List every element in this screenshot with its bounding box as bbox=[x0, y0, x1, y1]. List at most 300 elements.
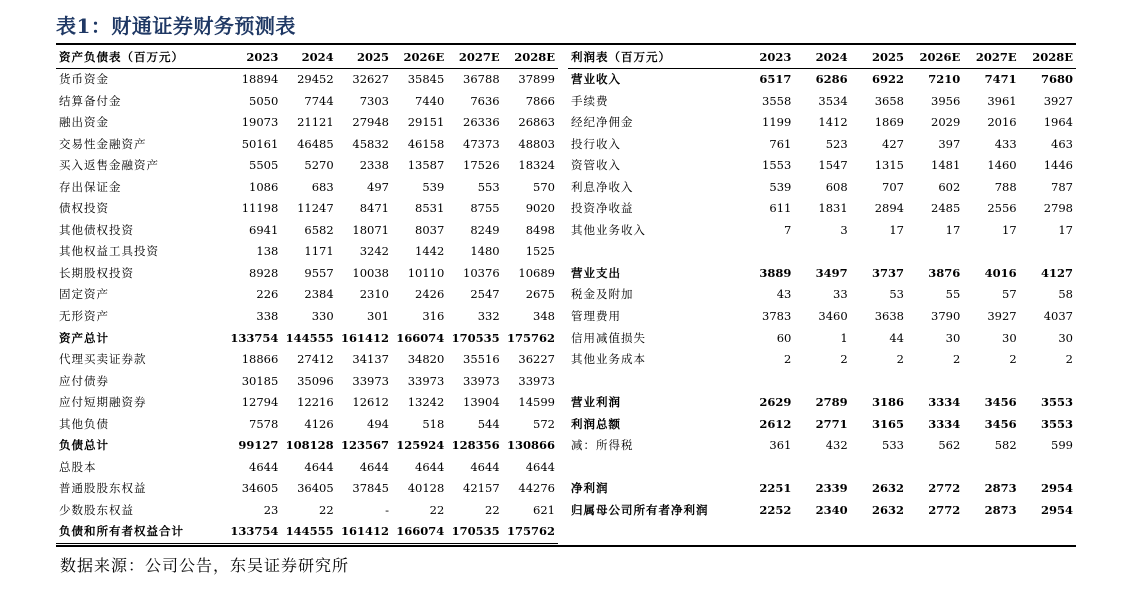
balance-sheet-row-value: 10110 bbox=[407, 265, 445, 280]
income-statement-row-value: 3927 bbox=[987, 309, 1017, 324]
income-statement-row-value bbox=[851, 521, 907, 543]
balance-sheet-row-value: 348 bbox=[533, 309, 555, 324]
balance-sheet-row-value: 123567 bbox=[340, 438, 389, 453]
balance-sheet-row bbox=[56, 414, 558, 436]
income-statement-row-value bbox=[1020, 457, 1076, 479]
income-statement-row-value: 6517 bbox=[759, 72, 792, 86]
income-statement-row-value: 2 bbox=[952, 352, 961, 367]
income-statement-row-value bbox=[851, 241, 907, 263]
income-statement-row-value: 3658 bbox=[874, 93, 904, 108]
income-statement-row-value bbox=[738, 371, 794, 393]
income-statement-row-value bbox=[794, 371, 850, 393]
balance-sheet-row-value: 5270 bbox=[304, 158, 334, 173]
income-statement-row-value: 1412 bbox=[818, 115, 848, 130]
income-statement-row-value: 788 bbox=[994, 179, 1017, 194]
balance-sheet-row-value: 332 bbox=[477, 309, 500, 324]
balance-sheet-row-value: 7866 bbox=[525, 93, 555, 108]
income-statement-row-value: 432 bbox=[825, 438, 848, 453]
balance-sheet-row-value: 301 bbox=[367, 309, 389, 324]
balance-sheet-row bbox=[56, 220, 558, 242]
income-statement-row-label: 归属母公司所有者净利润 bbox=[571, 502, 709, 517]
income-statement-row-value: 2632 bbox=[871, 502, 904, 517]
income-statement-row-value: 6922 bbox=[871, 72, 904, 86]
income-statement-row-value: 3186 bbox=[871, 395, 904, 410]
balance-sheet-row-value: 7440 bbox=[415, 93, 445, 108]
income-statement-row-value bbox=[794, 241, 850, 263]
balance-sheet-row-value: 9020 bbox=[525, 201, 555, 216]
balance-sheet-row-value: 36788 bbox=[463, 72, 500, 86]
income-statement-row-label: 净利润 bbox=[571, 481, 609, 496]
balance-sheet-row-value: 30185 bbox=[241, 373, 279, 388]
income-statement-row-value: 1460 bbox=[987, 158, 1017, 173]
balance-sheet-row-value: 33973 bbox=[352, 373, 389, 388]
income-statement-row-value: 3783 bbox=[762, 309, 792, 324]
income-statement-row-value: 397 bbox=[938, 136, 961, 151]
income-statement-row-value: 2798 bbox=[1043, 201, 1073, 216]
income-statement-row-value: 3737 bbox=[871, 265, 904, 280]
income-statement-header-year: 2025 bbox=[851, 46, 907, 69]
balance-sheet-row-value: 9557 bbox=[304, 265, 334, 280]
income-statement-row-value: 3638 bbox=[874, 309, 904, 324]
income-statement-row-value: 3 bbox=[840, 222, 848, 237]
income-statement-row bbox=[568, 349, 1076, 371]
balance-sheet-header-year: 2023 bbox=[226, 46, 281, 69]
income-statement-row-value bbox=[963, 241, 1019, 263]
balance-sheet-row-value: 18324 bbox=[518, 158, 555, 173]
balance-sheet-row-value: 338 bbox=[256, 309, 279, 324]
income-statement-header-title: 利润表（百万元） bbox=[568, 46, 738, 69]
income-statement-row-label: 其他业务成本 bbox=[571, 352, 646, 367]
balance-sheet-row-value: 544 bbox=[477, 416, 500, 431]
balance-sheet-row-value: 12612 bbox=[352, 395, 389, 410]
balance-sheet-row-value: 17526 bbox=[463, 158, 500, 173]
income-statement-row-label: 营业利润 bbox=[571, 395, 621, 410]
income-statement-row-value: 2251 bbox=[759, 481, 792, 496]
income-statement-row-value: 2873 bbox=[984, 502, 1017, 517]
balance-sheet-row-value: 494 bbox=[367, 416, 389, 431]
income-statement-row bbox=[568, 177, 1076, 199]
balance-sheet-row bbox=[56, 500, 558, 522]
balance-sheet-row-value: 161412 bbox=[340, 330, 389, 345]
income-statement-row bbox=[568, 306, 1076, 328]
balance-sheet-row-value: 4126 bbox=[304, 416, 334, 431]
balance-sheet-row-value: 50161 bbox=[241, 136, 279, 151]
balance-sheet-row-label: 货币资金 bbox=[59, 72, 109, 86]
income-statement-row-value bbox=[963, 457, 1019, 479]
balance-sheet-header-title: 资产负债表（百万元） bbox=[56, 46, 226, 69]
income-statement-row bbox=[568, 112, 1076, 134]
income-statement-row-value: 1 bbox=[840, 330, 848, 345]
balance-sheet-row bbox=[56, 69, 558, 91]
balance-sheet-row-value: 99127 bbox=[238, 438, 279, 453]
income-statement-row-value: 3334 bbox=[928, 395, 961, 410]
income-statement-row-value: 787 bbox=[1051, 179, 1073, 194]
balance-sheet-row-value: 4644 bbox=[359, 459, 389, 474]
balance-sheet-row-value: 33973 bbox=[407, 373, 445, 388]
balance-sheet-row bbox=[56, 392, 558, 414]
balance-sheet-row bbox=[56, 241, 558, 263]
balance-sheet-row-value: 19073 bbox=[241, 115, 279, 130]
income-statement-row bbox=[568, 328, 1076, 350]
income-statement-row-label: 手续费 bbox=[571, 93, 609, 108]
balance-sheet-row bbox=[56, 263, 558, 285]
balance-sheet-row-value: 2426 bbox=[415, 287, 445, 302]
balance-sheet-row-value: 44276 bbox=[518, 481, 555, 496]
income-statement-row-value: 427 bbox=[882, 136, 904, 151]
income-statement-row-value: 55 bbox=[945, 287, 961, 302]
income-statement-row-label: 投资净收益 bbox=[571, 201, 634, 216]
income-statement-row-value: 2 bbox=[784, 352, 792, 367]
income-statement-row-value bbox=[907, 457, 963, 479]
income-statement-row-value: 3889 bbox=[759, 265, 792, 280]
balance-sheet-row-value: 1086 bbox=[249, 179, 279, 194]
balance-sheet-row-value: 18894 bbox=[241, 72, 279, 86]
page-title: 表1：财通证券财务预测表 bbox=[56, 14, 296, 38]
income-statement-row-value: 60 bbox=[776, 330, 792, 345]
income-statement-row bbox=[568, 198, 1076, 220]
balance-sheet-row-value: 125924 bbox=[396, 438, 445, 453]
balance-sheet-row-label: 应付短期融资券 bbox=[59, 395, 147, 410]
balance-sheet-row-value: 36405 bbox=[297, 481, 334, 496]
balance-sheet-row-value: 6941 bbox=[249, 222, 279, 237]
balance-sheet-row bbox=[56, 155, 558, 177]
income-statement-row-value: 1869 bbox=[874, 115, 904, 130]
balance-sheet-row-value: 8037 bbox=[415, 222, 445, 237]
balance-sheet-row-value: 18866 bbox=[241, 352, 279, 367]
balance-sheet-header-row bbox=[56, 46, 558, 69]
income-statement-row-value: 3456 bbox=[984, 395, 1017, 410]
income-statement-row-value: 2873 bbox=[984, 481, 1017, 496]
income-statement-row-value: 761 bbox=[769, 136, 792, 151]
income-statement-row-value: 58 bbox=[1058, 287, 1073, 302]
balance-sheet-row-value: 11247 bbox=[297, 201, 334, 216]
income-statement-row bbox=[568, 263, 1076, 285]
balance-sheet-row-value: 683 bbox=[311, 179, 334, 194]
income-statement-header-row bbox=[568, 46, 1076, 69]
data-source-note: 数据来源：公司公告，东吴证券研究所 bbox=[60, 556, 350, 575]
income-statement-row-value: 2556 bbox=[987, 201, 1017, 216]
income-statement-row-value: 3961 bbox=[987, 93, 1017, 108]
income-statement-row-value bbox=[1020, 371, 1076, 393]
income-statement-row-value: 4127 bbox=[1040, 265, 1073, 280]
income-statement-row bbox=[568, 91, 1076, 113]
balance-sheet-panel bbox=[56, 46, 558, 544]
balance-sheet-row-value: 37899 bbox=[518, 72, 555, 86]
balance-sheet-row-label: 债权投资 bbox=[59, 201, 109, 216]
balance-sheet-row-value: 2338 bbox=[359, 158, 389, 173]
balance-sheet-row-value: 21121 bbox=[297, 115, 334, 130]
balance-sheet-row-value: 130866 bbox=[506, 438, 555, 453]
balance-sheet-row-value: 1480 bbox=[470, 244, 500, 259]
income-statement-row-label bbox=[568, 241, 738, 263]
income-statement-row-value: 523 bbox=[825, 136, 848, 151]
balance-sheet-row-value: 128356 bbox=[451, 438, 500, 453]
balance-sheet-row bbox=[56, 306, 558, 328]
income-statement-row-value: 30 bbox=[945, 330, 961, 345]
income-statement-row-value: 361 bbox=[769, 438, 792, 453]
balance-sheet-row-value: 621 bbox=[533, 502, 555, 517]
balance-sheet-row-value: 26336 bbox=[463, 115, 500, 130]
balance-sheet-row-value: 5050 bbox=[249, 93, 279, 108]
balance-sheet-row-value: 553 bbox=[477, 179, 500, 194]
balance-sheet-row-label: 负债和所有者权益合计 bbox=[56, 521, 226, 543]
balance-sheet-row-value: 45832 bbox=[352, 136, 389, 151]
income-statement-row-value bbox=[738, 521, 794, 543]
balance-sheet-row-value: 13587 bbox=[407, 158, 445, 173]
balance-sheet-row-value: 1442 bbox=[415, 244, 445, 259]
income-statement-row-value: 3956 bbox=[931, 93, 961, 108]
income-statement-header-year: 2023 bbox=[738, 46, 794, 69]
balance-sheet-table bbox=[56, 46, 558, 544]
income-statement-row-value: 3497 bbox=[815, 265, 848, 280]
income-statement-row-value: 562 bbox=[938, 438, 961, 453]
income-statement-row-value: 2771 bbox=[815, 416, 848, 431]
balance-sheet-row-value: 1525 bbox=[525, 244, 555, 259]
income-statement-row-value: 3558 bbox=[762, 93, 792, 108]
balance-sheet-row-value: 226 bbox=[256, 287, 279, 302]
balance-sheet-row-value: 4644 bbox=[525, 459, 555, 474]
income-statement-row bbox=[568, 500, 1076, 522]
income-statement-row-value bbox=[963, 371, 1019, 393]
balance-sheet-header-year: 2026E bbox=[392, 46, 447, 69]
balance-sheet-row-value: 22 bbox=[485, 502, 500, 517]
income-statement-row-label: 投行收入 bbox=[571, 136, 621, 151]
balance-sheet-row-value: 46485 bbox=[297, 136, 334, 151]
income-statement-table bbox=[568, 46, 1076, 543]
income-statement-row-value: 17 bbox=[889, 222, 904, 237]
income-statement-header-year: 2024 bbox=[794, 46, 850, 69]
income-statement-row bbox=[568, 392, 1076, 414]
balance-sheet-row-label: 结算备付金 bbox=[59, 93, 122, 108]
balance-sheet-row-value: 35516 bbox=[463, 352, 500, 367]
balance-sheet-row-value: 33973 bbox=[518, 373, 555, 388]
balance-sheet-row bbox=[56, 112, 558, 134]
balance-sheet-row-value: 27412 bbox=[297, 352, 334, 367]
income-statement-row-value: 2340 bbox=[815, 502, 848, 517]
balance-sheet-row bbox=[56, 435, 558, 457]
income-statement-row-value: 2954 bbox=[1040, 502, 1073, 517]
balance-sheet-row-value: 161412 bbox=[337, 521, 392, 543]
income-statement-row-value: 2029 bbox=[931, 115, 961, 130]
income-statement-row-value: 582 bbox=[994, 438, 1017, 453]
income-statement-row-value: 3334 bbox=[928, 416, 961, 431]
income-statement-row-label: 减：所得税 bbox=[571, 438, 634, 453]
table-top-rule bbox=[56, 43, 1076, 45]
balance-sheet-row-value: 170535 bbox=[451, 330, 500, 345]
balance-sheet-row-value: 10689 bbox=[518, 265, 555, 280]
balance-sheet-row-value: 133754 bbox=[230, 330, 279, 345]
income-statement-row-value: 30 bbox=[1002, 330, 1017, 345]
balance-sheet-row-value: 570 bbox=[533, 179, 555, 194]
balance-sheet-row-value: 572 bbox=[533, 416, 555, 431]
balance-sheet-row-value: 7636 bbox=[470, 93, 500, 108]
income-statement-row bbox=[568, 134, 1076, 156]
income-statement-row-value: 3553 bbox=[1040, 395, 1073, 410]
income-statement-row-label: 营业支出 bbox=[571, 265, 621, 280]
income-statement-row-value bbox=[851, 371, 907, 393]
income-statement-row-value: 6286 bbox=[815, 72, 848, 86]
income-statement-row-value: 1315 bbox=[874, 158, 904, 173]
income-statement-row-label: 信用减值损失 bbox=[571, 330, 646, 345]
balance-sheet-row bbox=[56, 91, 558, 113]
balance-sheet-row-value: 12216 bbox=[297, 395, 334, 410]
balance-sheet-row-value: 36227 bbox=[518, 352, 555, 367]
balance-sheet-row-value: 26863 bbox=[518, 115, 555, 130]
income-statement-row-value: 608 bbox=[825, 179, 848, 194]
balance-sheet-row-value: 35096 bbox=[297, 373, 334, 388]
balance-sheet-row-value: 29151 bbox=[407, 115, 445, 130]
income-statement-row-label: 利润总额 bbox=[571, 416, 621, 431]
balance-sheet-row-value: 34820 bbox=[407, 352, 445, 367]
income-statement-row-label: 其他业务收入 bbox=[571, 222, 646, 237]
income-statement-row bbox=[568, 414, 1076, 436]
balance-sheet-header-year: 2024 bbox=[281, 46, 336, 69]
balance-sheet-row-label: 存出保证金 bbox=[59, 179, 122, 194]
income-statement-row-value: 1553 bbox=[762, 158, 792, 173]
income-statement-row-value: 57 bbox=[1002, 287, 1017, 302]
balance-sheet-row-value: 166074 bbox=[392, 521, 447, 543]
income-statement-row-value: 7471 bbox=[984, 72, 1017, 86]
balance-sheet-row-value: 11198 bbox=[241, 201, 279, 216]
balance-sheet-row-value: 4644 bbox=[470, 459, 500, 474]
balance-sheet-row-label: 总股本 bbox=[59, 459, 97, 474]
income-statement-row-value bbox=[794, 457, 850, 479]
income-statement-row-value: 2629 bbox=[759, 395, 792, 410]
balance-sheet-row-value: 133754 bbox=[226, 521, 281, 543]
balance-sheet-row-label: 应付债券 bbox=[59, 373, 109, 388]
income-statement-row-value: 2894 bbox=[874, 201, 904, 216]
balance-sheet-row-value: 1171 bbox=[304, 244, 334, 259]
table-bottom-rule bbox=[56, 545, 1076, 547]
income-statement-row-value: 2485 bbox=[931, 201, 961, 216]
balance-sheet-row-label: 普通股股东权益 bbox=[59, 481, 147, 496]
income-statement-row-value: 44 bbox=[889, 330, 904, 345]
balance-sheet-row-value: 37845 bbox=[352, 481, 389, 496]
balance-sheet-row-value: 22 bbox=[319, 502, 334, 517]
income-statement-row-value: 602 bbox=[938, 179, 961, 194]
income-statement-row-value: 3456 bbox=[984, 416, 1017, 431]
balance-sheet-row-value: 4644 bbox=[249, 459, 279, 474]
income-statement-row-value: 611 bbox=[769, 201, 792, 216]
income-statement-row-label: 营业收入 bbox=[571, 72, 621, 86]
balance-sheet-row-value: 4644 bbox=[304, 459, 334, 474]
income-statement-row-value: 17 bbox=[1058, 222, 1073, 237]
income-statement-row-label: 管理费用 bbox=[571, 309, 621, 324]
income-statement-row-value bbox=[1020, 241, 1076, 263]
balance-sheet-row-value: 13904 bbox=[463, 395, 500, 410]
balance-sheet-row-label: 交易性金融资产 bbox=[59, 136, 147, 151]
balance-sheet-row-value: 8531 bbox=[415, 201, 445, 216]
balance-sheet-row bbox=[56, 457, 558, 479]
income-statement-row bbox=[568, 155, 1076, 177]
balance-sheet-row-value: 46158 bbox=[407, 136, 445, 151]
balance-sheet-row-value: 42157 bbox=[463, 481, 500, 496]
income-statement-row-value: 1199 bbox=[762, 115, 792, 130]
balance-sheet-row-value: 8471 bbox=[359, 201, 389, 216]
income-statement-row-value: 3553 bbox=[1040, 416, 1073, 431]
income-statement-row-value: 539 bbox=[769, 179, 792, 194]
balance-sheet-row-value: 144555 bbox=[285, 330, 334, 345]
balance-sheet-row-value: 10038 bbox=[352, 265, 389, 280]
balance-sheet-row-value: 6582 bbox=[304, 222, 334, 237]
income-statement-row-value: 3460 bbox=[818, 309, 848, 324]
income-statement-row-value bbox=[851, 457, 907, 479]
balance-sheet-row-value: 3242 bbox=[359, 244, 389, 259]
balance-sheet-row-label: 其他负债 bbox=[59, 416, 109, 431]
income-statement-row-value: 2339 bbox=[815, 481, 848, 496]
income-statement-row-value bbox=[907, 371, 963, 393]
balance-sheet-row bbox=[56, 284, 558, 306]
balance-sheet-row bbox=[56, 134, 558, 156]
income-statement-row-value bbox=[907, 241, 963, 263]
balance-sheet-row-value: 138 bbox=[256, 244, 279, 259]
income-statement-row-value: 599 bbox=[1051, 438, 1073, 453]
balance-sheet-row-value: 10376 bbox=[463, 265, 500, 280]
balance-sheet-row-value: 8249 bbox=[470, 222, 500, 237]
income-statement-row-value bbox=[907, 521, 963, 543]
balance-sheet-row-value: 35845 bbox=[407, 72, 445, 86]
balance-sheet-row-label: 代理买卖证券款 bbox=[59, 352, 147, 367]
balance-sheet-row-value: 23 bbox=[263, 502, 279, 517]
income-statement-row-value: 2772 bbox=[928, 481, 961, 496]
balance-sheet-row-label: 固定资产 bbox=[59, 287, 109, 302]
income-statement-row-value bbox=[1020, 521, 1076, 543]
income-statement-row-value: 533 bbox=[882, 438, 904, 453]
income-statement-row-value: 463 bbox=[1051, 136, 1073, 151]
income-statement-row-value: 1964 bbox=[1043, 115, 1073, 130]
balance-sheet-row-label: 融出资金 bbox=[59, 115, 109, 130]
income-statement-row bbox=[568, 241, 1076, 263]
income-statement-row-value: 17 bbox=[945, 222, 961, 237]
income-statement-row-label bbox=[568, 457, 738, 479]
income-statement-row-value: 2954 bbox=[1040, 481, 1073, 496]
balance-sheet-row bbox=[56, 521, 558, 543]
balance-sheet-row-value: - bbox=[385, 502, 389, 517]
balance-sheet-row bbox=[56, 478, 558, 500]
balance-sheet-row-value: 497 bbox=[367, 179, 389, 194]
income-statement-row-value: 7680 bbox=[1040, 72, 1073, 86]
balance-sheet-row-value: 34605 bbox=[241, 481, 279, 496]
income-statement-row-label bbox=[568, 521, 738, 543]
balance-sheet-row-value: 166074 bbox=[396, 330, 445, 345]
income-statement-row bbox=[568, 284, 1076, 306]
income-statement-row-value: 53 bbox=[889, 287, 904, 302]
income-statement-row bbox=[568, 371, 1076, 393]
balance-sheet-row-value: 2675 bbox=[525, 287, 555, 302]
income-statement-row-value bbox=[738, 457, 794, 479]
balance-sheet-row-value: 47373 bbox=[463, 136, 500, 151]
balance-sheet-row-value: 12794 bbox=[241, 395, 279, 410]
balance-sheet-row-value: 316 bbox=[422, 309, 445, 324]
balance-sheet-row-value: 7578 bbox=[249, 416, 279, 431]
balance-sheet-row-value: 2384 bbox=[304, 287, 334, 302]
balance-sheet-row bbox=[56, 349, 558, 371]
income-statement-row-value: 3876 bbox=[928, 265, 961, 280]
balance-sheet-row-value: 2310 bbox=[359, 287, 389, 302]
income-statement-row bbox=[568, 457, 1076, 479]
income-statement-row-value: 1446 bbox=[1043, 158, 1073, 173]
income-statement-row-value bbox=[963, 521, 1019, 543]
income-statement-row-value: 433 bbox=[994, 136, 1017, 151]
balance-sheet-row-label: 无形资产 bbox=[59, 309, 109, 324]
balance-sheet-row-label: 长期股权投资 bbox=[59, 265, 134, 280]
income-statement-row-value: 4037 bbox=[1043, 309, 1073, 324]
income-statement-row bbox=[568, 69, 1076, 91]
income-statement-row-value: 2612 bbox=[759, 416, 792, 431]
income-statement-row-value: 2016 bbox=[987, 115, 1017, 130]
balance-sheet-row-value: 32627 bbox=[352, 72, 389, 86]
balance-sheet-row-value: 144555 bbox=[281, 521, 336, 543]
